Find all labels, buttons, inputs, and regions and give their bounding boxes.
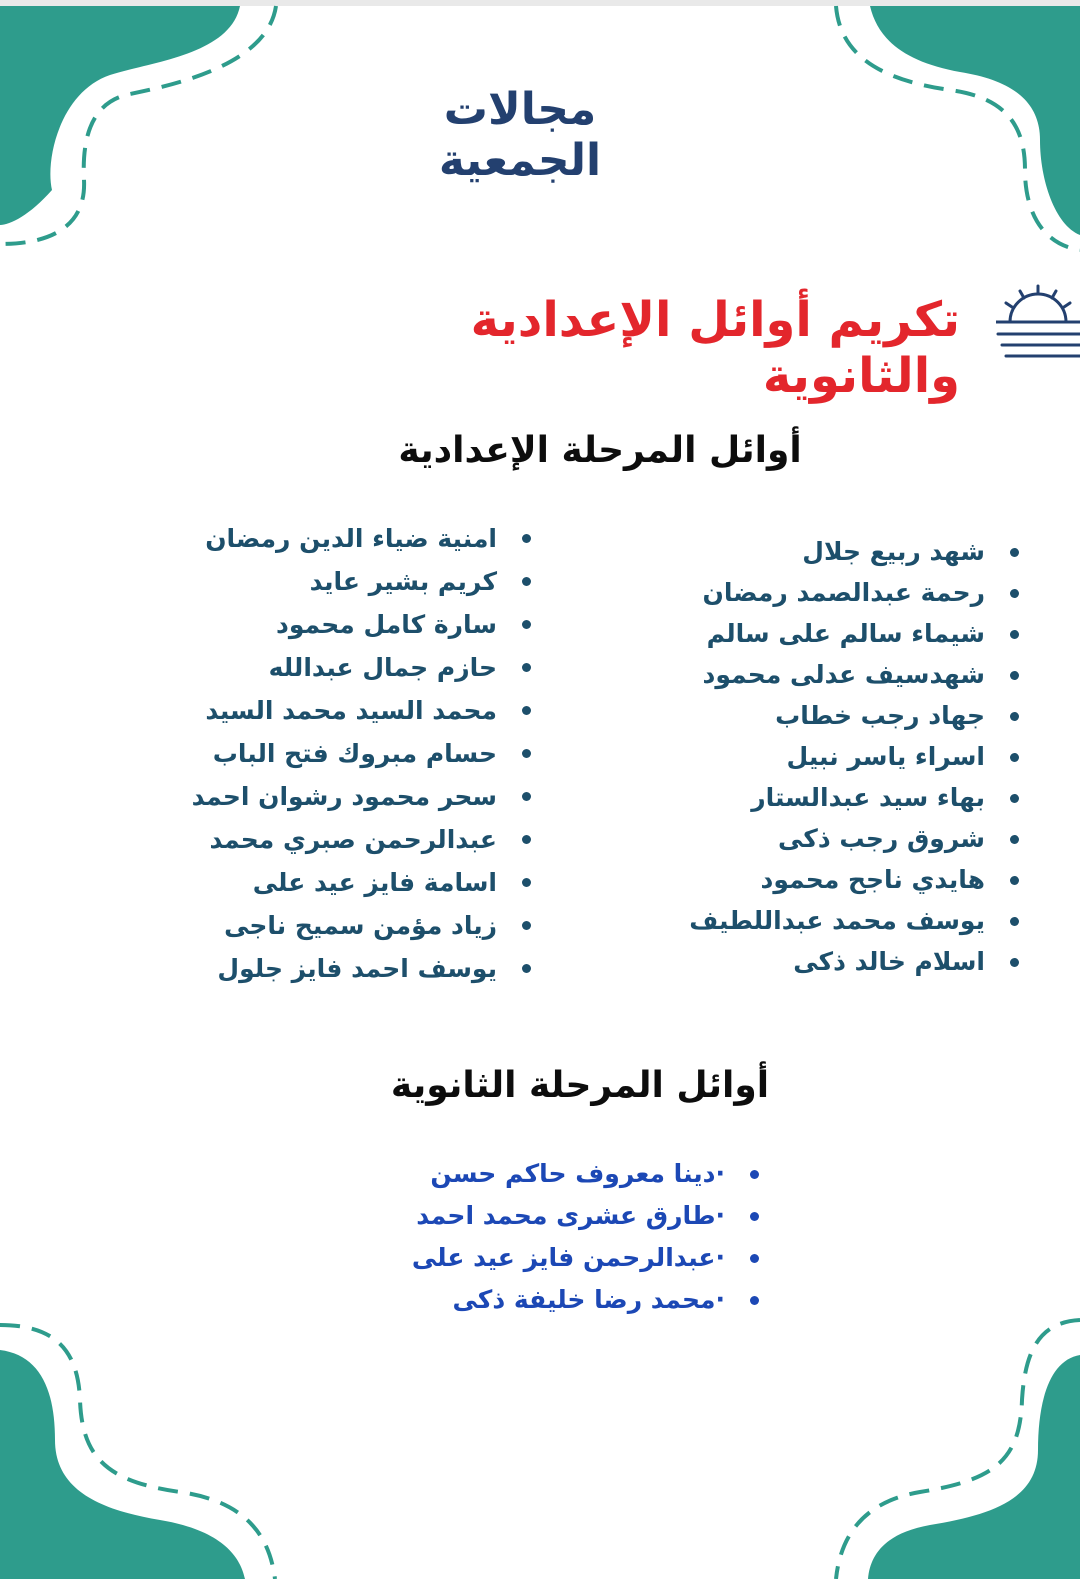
list-item: سارة كامل محمود <box>192 603 497 646</box>
list-item: جهاد رجب خطاب <box>689 695 985 736</box>
bullet-icon <box>522 921 531 930</box>
list-item: اسراء ياسر نبيل <box>689 736 985 777</box>
bullet-icon <box>750 1170 759 1179</box>
bullet-icon <box>522 792 531 801</box>
preparatory-list-left <box>192 517 497 990</box>
bullet-icon <box>522 878 531 887</box>
corner-blob-bottom-right <box>868 1355 1080 1579</box>
list-item: شيماء سالم على سالم <box>689 613 985 654</box>
list-item: رحمة عبدالصمد رمضان <box>689 572 985 613</box>
preparatory-subheading: أوائل المرحلة الإعدادية <box>398 430 802 471</box>
list-item: كريم بشير عايد <box>192 560 497 603</box>
bullet-icon <box>1010 630 1019 639</box>
bullet-icon <box>522 749 531 758</box>
list-item: امنية ضياء الدين رمضان <box>192 517 497 560</box>
list-item: ·طارق عشرى محمد احمد <box>412 1195 725 1237</box>
bullet-icon <box>1010 671 1019 680</box>
page-title: مجالات الجمعية <box>438 84 602 186</box>
bullet-icon <box>522 577 531 586</box>
list-item: شروق رجب ذكى <box>689 818 985 859</box>
bullet-icon <box>522 835 531 844</box>
list-item: سحر محمود رشوان احمد <box>192 775 497 818</box>
bullet-icon <box>522 663 531 672</box>
list-item: اسامة فايز عيد على <box>192 861 497 904</box>
list-item: بهاء سيد عبدالستار <box>689 777 985 818</box>
list-item: ·عبدالرحمن فايز عيد على <box>412 1237 725 1279</box>
list-item: يوسف احمد فايز جلول <box>192 947 497 990</box>
list-item: اسلام خالد ذكى <box>689 941 985 982</box>
bullet-icon <box>522 964 531 973</box>
list-item: زياد مؤمن سميح ناجى <box>192 904 497 947</box>
bullet-icon <box>522 706 531 715</box>
list-item: عبدالرحمن صبري محمد <box>192 818 497 861</box>
list-item: ·دينا معروف حاكم حسن <box>412 1153 725 1195</box>
list-item: ·محمد رضا خليفة ذكى <box>412 1279 725 1321</box>
bullet-icon <box>750 1254 759 1263</box>
corner-blob-bottom-left <box>0 1350 245 1579</box>
corner-blob-top-right <box>870 6 1080 235</box>
bullet-icon <box>1010 753 1019 762</box>
bullet-icon <box>750 1212 759 1221</box>
corner-blob-top-left <box>0 6 240 225</box>
bullet-icon <box>750 1296 759 1305</box>
sunrise-icon <box>996 284 1080 364</box>
bullet-icon <box>522 620 531 629</box>
bullet-icon <box>1010 876 1019 885</box>
bullet-icon <box>1010 835 1019 844</box>
bullet-icon <box>1010 958 1019 967</box>
bullet-icon <box>1010 548 1019 557</box>
bullet-icon <box>1010 917 1019 926</box>
list-item: يوسف محمد عبداللطيف <box>689 900 985 941</box>
section-heading: تكريم أوائل الإعدادية والثانوية <box>470 292 960 404</box>
secondary-subheading: أوائل المرحلة الثانوية <box>390 1065 770 1106</box>
bullet-icon <box>1010 589 1019 598</box>
preparatory-list-right <box>689 531 985 982</box>
bullet-icon <box>1010 794 1019 803</box>
list-item: حسام مبروك فتح الباب <box>192 732 497 775</box>
bullet-icon <box>1010 712 1019 721</box>
list-item: محمد السيد محمد السيد <box>192 689 497 732</box>
bullet-icon <box>522 534 531 543</box>
list-item: شهد ربيع جلال <box>689 531 985 572</box>
secondary-list <box>412 1153 725 1321</box>
list-item: هايدي ناجح محمود <box>689 859 985 900</box>
list-item: حازم جمال عبدالله <box>192 646 497 689</box>
list-item: شهدسيف عدلى محمود <box>689 654 985 695</box>
